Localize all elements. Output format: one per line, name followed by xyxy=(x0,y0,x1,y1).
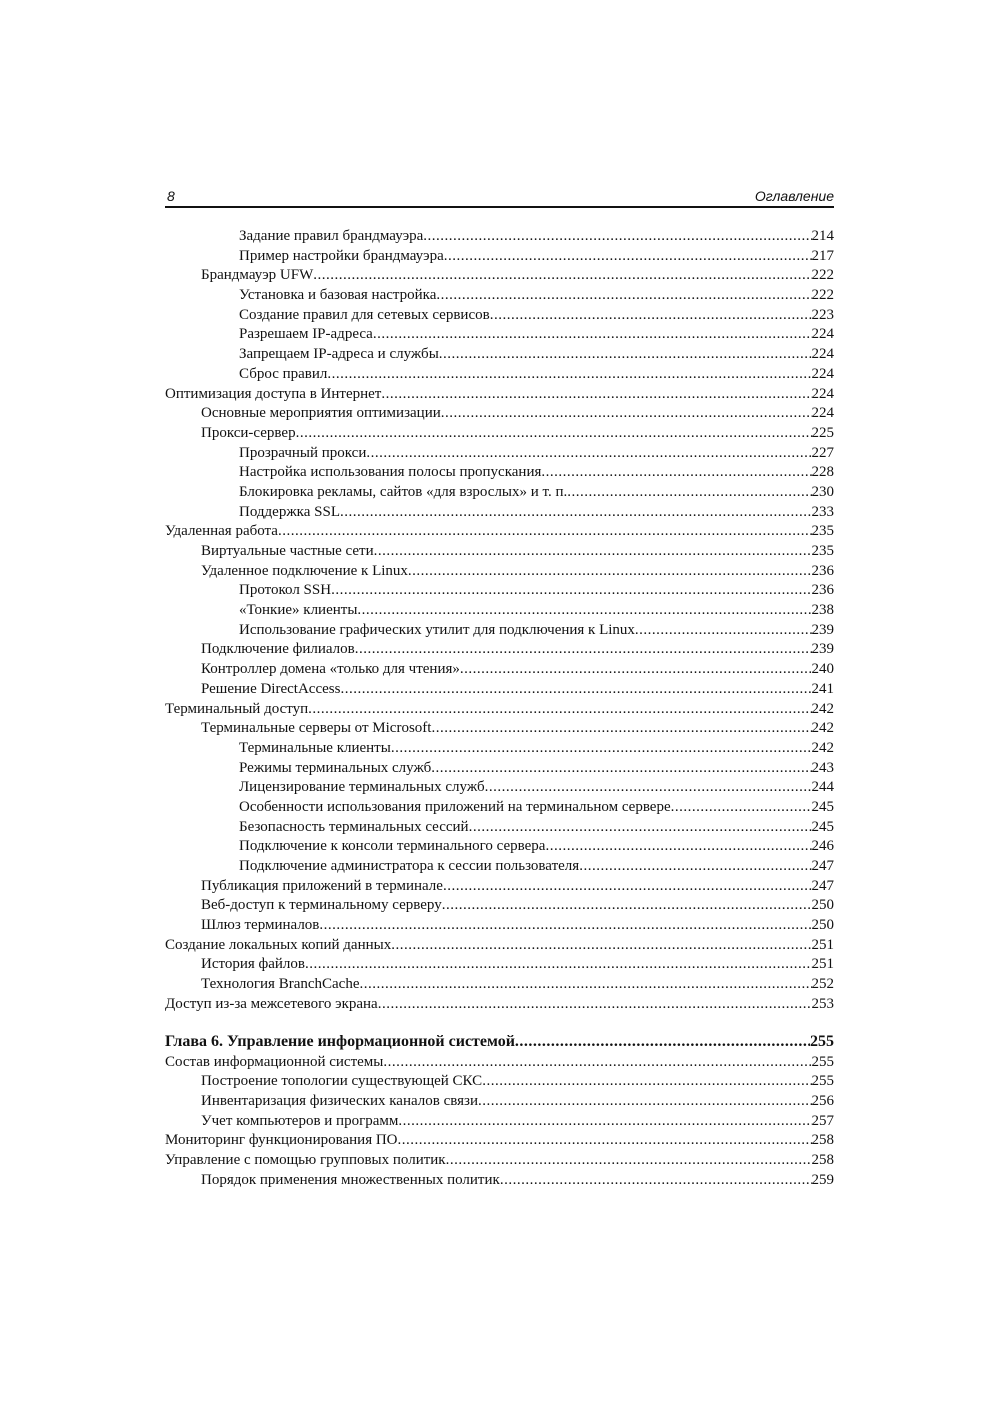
toc-entry[interactable] xyxy=(165,286,834,306)
dot-leader xyxy=(391,936,811,956)
toc-entry[interactable] xyxy=(165,818,834,838)
toc-entry[interactable] xyxy=(165,385,834,405)
toc-entry-title: Пример настройки брандмауэра xyxy=(239,247,444,264)
header-rule xyxy=(165,206,834,208)
dot-leader xyxy=(278,522,812,542)
toc-entry-title: Разрешаем IP-адреса xyxy=(239,326,373,343)
dot-leader xyxy=(383,1053,811,1073)
toc-entry-title: Блокировка рекламы, сайтов «для взрослых» и т. п. xyxy=(239,483,568,500)
toc-entry-page: 214 xyxy=(811,228,834,244)
page-header xyxy=(165,186,834,207)
toc-entry[interactable] xyxy=(165,306,834,326)
toc-entry-title: Глава 6. Управление информационной системой xyxy=(165,1032,515,1050)
toc-entry[interactable] xyxy=(165,877,834,897)
toc-entry-page: 225 xyxy=(811,424,834,441)
toc-entry-title: Инвентаризация физических каналов связи xyxy=(201,1092,478,1109)
toc-entry-title: Подключение к консоли терминального сервера xyxy=(239,838,546,855)
toc-entry[interactable] xyxy=(165,936,834,956)
toc-entry[interactable] xyxy=(165,424,834,444)
dot-leader xyxy=(357,601,811,621)
toc-entry-title: Состав информационной системы xyxy=(165,1053,384,1070)
toc-entry[interactable] xyxy=(165,542,834,562)
dot-leader xyxy=(541,463,811,483)
toc-entry-page: 243 xyxy=(811,759,834,776)
toc-entry-title: Создание локальных копий данных xyxy=(165,936,392,953)
toc-entry-title: Оптимизация доступа в Интернет xyxy=(165,385,382,402)
toc-entry[interactable] xyxy=(165,660,834,680)
toc-entry-title: Терминальный доступ xyxy=(165,700,309,717)
dot-leader xyxy=(373,325,812,345)
toc-entry-title: Основные мероприятия оптимизации xyxy=(201,405,441,422)
toc-entry[interactable] xyxy=(165,503,834,523)
toc-entry-page: 258 xyxy=(811,1132,834,1149)
toc-entry[interactable] xyxy=(165,365,834,385)
toc-entry[interactable] xyxy=(165,759,834,779)
toc-entry-page: 224 xyxy=(811,405,834,422)
toc-entry-page: 222 xyxy=(811,267,834,284)
toc-entry-title: Подключение филиалов xyxy=(201,641,355,658)
toc-entry-title: Прокси-сервер xyxy=(201,424,296,441)
toc-entry-page: 230 xyxy=(811,483,834,500)
dot-leader xyxy=(340,503,811,523)
dot-leader xyxy=(444,247,812,267)
toc-entry-title: Терминальные серверы от Microsoft xyxy=(201,720,432,737)
toc-entry[interactable] xyxy=(165,739,834,759)
toc-entry[interactable] xyxy=(165,640,834,660)
toc-entry[interactable] xyxy=(165,916,834,936)
dot-leader xyxy=(579,857,811,877)
toc-entry[interactable] xyxy=(165,778,834,798)
toc-entry-title: Учет компьютеров и программ xyxy=(201,1112,399,1129)
dot-leader xyxy=(391,739,812,759)
toc-entry-page: 246 xyxy=(811,838,834,855)
toc-entry-title: Порядок применения множественных политик xyxy=(201,1171,500,1188)
toc-entry[interactable] xyxy=(165,837,834,857)
toc-entry-title: Безопасность терминальных сессий xyxy=(239,818,469,835)
toc-entry-page: 235 xyxy=(811,543,834,559)
dot-leader xyxy=(319,916,811,936)
toc-entry-title: Подключение администратора к сессии пользователя xyxy=(239,858,580,874)
dot-leader xyxy=(366,444,811,464)
toc-entry-page: 238 xyxy=(811,602,834,619)
toc-entry-page: 239 xyxy=(811,641,834,658)
toc-entry-page: 236 xyxy=(811,582,834,599)
dot-leader xyxy=(423,227,811,247)
toc-entry[interactable] xyxy=(165,621,834,641)
toc-entry-title: Режимы терминальных служб xyxy=(239,759,432,776)
toc-entry-page: 250 xyxy=(811,917,834,934)
toc-entry[interactable] xyxy=(165,680,834,700)
dot-leader xyxy=(374,542,812,562)
dot-leader xyxy=(398,1131,812,1151)
dot-leader xyxy=(567,483,811,503)
dot-leader xyxy=(635,621,812,641)
dot-leader xyxy=(331,581,811,601)
dot-leader xyxy=(313,266,811,286)
toc-entry[interactable] xyxy=(165,1151,834,1171)
dot-leader xyxy=(431,719,811,739)
dot-leader xyxy=(408,562,812,582)
toc-entry-page: 236 xyxy=(811,562,834,579)
toc-entry-page: 241 xyxy=(811,680,834,697)
page-number: 8 xyxy=(167,188,175,204)
toc-entry[interactable] xyxy=(165,562,834,582)
dot-leader xyxy=(671,798,812,818)
toc-entry[interactable] xyxy=(165,325,834,345)
toc-entry-title: «Тонкие» клиенты xyxy=(239,602,358,619)
dot-leader xyxy=(327,365,811,385)
toc-entry-title: Задание правил брандмауэра xyxy=(239,228,424,244)
toc-entry[interactable] xyxy=(165,857,834,877)
toc-entry-title: Контроллер домена «только для чтения» xyxy=(201,661,460,678)
toc-entry-page: 255 xyxy=(811,1053,834,1070)
dot-leader xyxy=(500,1171,812,1191)
toc-entry[interactable] xyxy=(165,247,834,267)
toc-entry[interactable] xyxy=(165,719,834,739)
toc-entry-title: Брандмауэр UFW xyxy=(201,267,314,284)
toc-entry-title: Удаленная работа xyxy=(165,523,278,540)
toc-entry-page: 224 xyxy=(811,385,834,402)
dot-leader xyxy=(490,306,812,326)
dot-leader xyxy=(378,995,812,1015)
toc-entry-title: Лицензирование терминальных служб xyxy=(239,779,485,796)
dot-leader xyxy=(381,385,811,405)
toc-entry[interactable] xyxy=(165,1171,834,1191)
toc-entry-page: 242 xyxy=(811,739,834,756)
toc-entry-title: Протокол SSH xyxy=(239,582,332,599)
toc-entry-page: 256 xyxy=(811,1092,834,1109)
dot-leader xyxy=(515,1031,810,1053)
toc-entry-page: 239 xyxy=(811,621,834,638)
toc-entry[interactable] xyxy=(165,1053,834,1073)
dot-leader xyxy=(398,1112,811,1132)
toc-entry[interactable] xyxy=(165,1112,834,1132)
toc-entry-page: 257 xyxy=(811,1112,834,1129)
dot-leader xyxy=(485,778,812,798)
toc-entry-page: 251 xyxy=(811,956,834,973)
toc-entry[interactable] xyxy=(165,345,834,365)
toc-entry-page: 251 xyxy=(811,936,834,953)
toc-entry-title: Построение топологии существующей СКС xyxy=(201,1073,483,1090)
toc-entry-title: Технология BranchCache xyxy=(201,976,360,993)
dot-leader xyxy=(305,955,812,975)
toc-entry-page: 245 xyxy=(811,818,834,835)
toc-entry-page: 259 xyxy=(811,1171,834,1188)
toc-entry-title: Использование графических утилит для подключения к Linux xyxy=(239,621,635,638)
toc-entry-page: 224 xyxy=(811,326,834,343)
toc-entry-title: Мониторинг функционирования ПО xyxy=(165,1132,398,1149)
toc-entry-title: Сброс правил xyxy=(239,365,328,382)
toc-entry-title: Веб-доступ к терминальному серверу xyxy=(201,897,442,914)
dot-leader xyxy=(439,345,812,365)
dot-leader xyxy=(360,975,812,995)
toc-entry-title: Виртуальные частные сети xyxy=(201,543,374,559)
toc-entry-page: 224 xyxy=(811,346,834,363)
toc-entry[interactable] xyxy=(165,896,834,916)
dot-leader xyxy=(460,660,812,680)
dot-leader xyxy=(296,424,812,444)
toc-entry-title: Терминальные клиенты xyxy=(239,739,391,756)
dot-leader xyxy=(545,837,811,857)
toc-entry-page: 244 xyxy=(811,779,834,796)
toc-entry-page: 255 xyxy=(811,1073,834,1090)
toc-entry[interactable] xyxy=(165,601,834,621)
dot-leader xyxy=(469,818,812,838)
toc-entry-page: 240 xyxy=(811,661,834,678)
dot-leader xyxy=(482,1072,811,1092)
toc-entry[interactable] xyxy=(165,1092,834,1112)
toc-entry-page: 217 xyxy=(811,247,834,264)
toc-entry[interactable] xyxy=(165,404,834,424)
dot-leader xyxy=(443,877,812,897)
toc-entry[interactable] xyxy=(165,798,834,818)
dot-leader xyxy=(446,1151,812,1171)
toc-entry-page: 235 xyxy=(811,523,834,540)
toc-entry[interactable] xyxy=(165,995,834,1015)
toc-entry-title: Поддержка SSL xyxy=(239,503,341,520)
toc-entry[interactable] xyxy=(165,463,834,483)
toc-entry-page: 242 xyxy=(811,720,834,737)
toc-entry-page: 242 xyxy=(811,700,834,717)
toc-entry-title: Доступ из-за межсетевого экрана xyxy=(165,995,378,1012)
dot-leader xyxy=(308,700,811,720)
toc-entry[interactable] xyxy=(165,444,834,464)
toc-entry-page: 233 xyxy=(811,503,834,520)
toc-entry-page: 227 xyxy=(811,444,834,461)
toc-entry[interactable] xyxy=(165,1131,834,1151)
toc-entry-page: 224 xyxy=(811,365,834,382)
toc-entry-page: 247 xyxy=(811,877,834,894)
toc-entry[interactable] xyxy=(165,955,834,975)
toc-entry[interactable] xyxy=(165,700,834,720)
toc-entry-page: 247 xyxy=(811,858,834,874)
toc-entry-page: 250 xyxy=(811,897,834,914)
toc-entry-title: Решение DirectAccess xyxy=(201,680,341,697)
toc-entry-page: 255 xyxy=(810,1032,834,1050)
toc-entry[interactable] xyxy=(165,227,834,247)
toc-entry-title: Прозрачный прокси xyxy=(239,444,367,461)
chapter-entry[interactable] xyxy=(165,1031,834,1053)
toc-entry-title: Шлюз терминалов xyxy=(201,917,320,934)
toc-entry-page: 222 xyxy=(811,287,834,304)
dot-leader xyxy=(340,680,811,700)
dot-leader xyxy=(436,286,811,306)
toc-entry-page: 245 xyxy=(811,798,834,815)
toc-entry-title: Создание правил для сетевых сервисов xyxy=(239,306,490,323)
toc-entry-title: Запрещаем IP-адреса и службы xyxy=(239,346,439,363)
toc-entry[interactable] xyxy=(165,1072,834,1092)
toc-entry-title: Настройка использования полосы пропускания xyxy=(239,464,542,481)
dot-leader xyxy=(355,640,812,660)
toc-entry[interactable] xyxy=(165,975,834,995)
dot-leader xyxy=(431,759,811,779)
toc-entry-title: Особенности использования приложений на терминальном сервере xyxy=(239,798,671,815)
toc-entry-page: 223 xyxy=(811,306,834,323)
toc-entry-page: 258 xyxy=(811,1151,834,1168)
dot-leader xyxy=(442,896,812,916)
dot-leader xyxy=(441,404,812,424)
toc-entry-title: История файлов xyxy=(201,956,305,973)
toc-entry-title: Публикация приложений в терминале xyxy=(201,877,443,894)
toc-entry-title: Управление с помощью групповых политик xyxy=(165,1151,446,1168)
toc-entry[interactable] xyxy=(165,522,834,542)
toc-entry-page: 252 xyxy=(811,976,834,993)
table-of-contents xyxy=(165,227,834,1190)
toc-entry-title: Установка и базовая настройка xyxy=(239,287,437,304)
toc-entry-page: 253 xyxy=(811,995,834,1012)
toc-entry-page: 228 xyxy=(811,464,834,481)
running-title: Оглавление xyxy=(754,188,834,204)
toc-entry[interactable] xyxy=(165,266,834,286)
toc-entry[interactable] xyxy=(165,581,834,601)
dot-leader xyxy=(478,1092,812,1112)
toc-entry[interactable] xyxy=(165,483,834,503)
toc-entry-title: Удаленное подключение к Linux xyxy=(201,562,408,579)
